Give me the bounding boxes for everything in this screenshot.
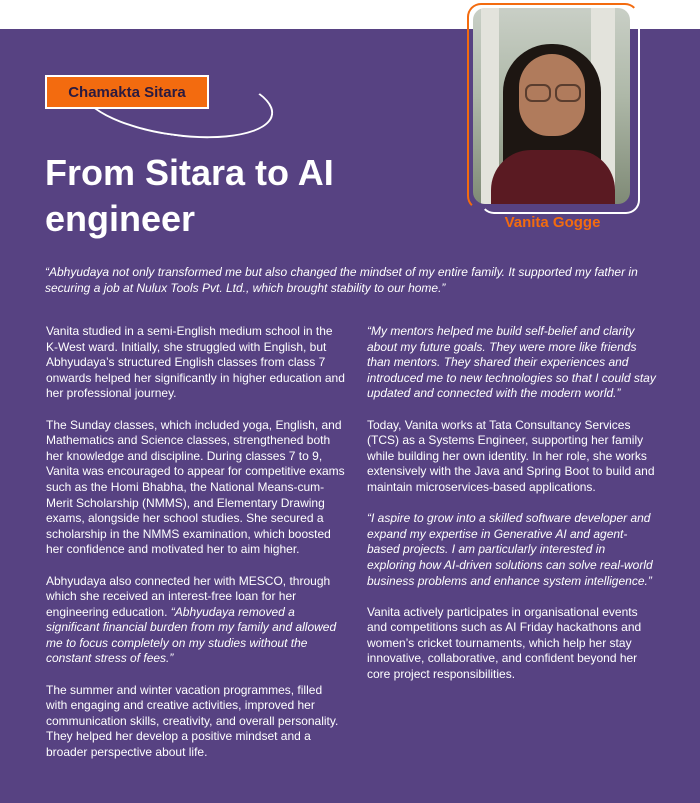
left-paragraph-2: The Sunday classes, which included yoga, English, and Mathematics and Science classes, strengthened both her knowledge and discipline. During classes 7 to 9, Vanita was encouraged to appear for competitive exams such as the Homi Bhabha, the National Means-cum-Merit Scholarship (NMMS), and Elementary Drawing exams, alongside her school studies. She secured a scholarship in the NMMS examination, which boosted her confidence and motivated her to aim higher.: [46, 417, 345, 557]
photo-shirt: [491, 150, 615, 204]
left-paragraph-3: [46, 574, 346, 668]
right-paragraph-1: Today, Vanita works at Tata Consultancy Services (TCS) as a Systems Engineer, supporting her family while building her own identity. In her role, she works extensively with the Java and Spring Boot to build and maintain microservices-based applications.: [367, 417, 655, 494]
left-paragraph-1: Vanita studied in a semi-English medium school in the K-West ward. Initially, she struggled with English, but Abhyudaya’s structured English classes from class 7 onwards helped her significantly in higher education and her professional journey.: [46, 324, 345, 401]
profile-photo: [473, 8, 630, 204]
lead-quote: “Abhyudaya not only transformed me but also changed the mindset of my entire family. It supported my father in securing a job at Nulux Tools Pvt. Ltd., which brought stability to our home.”: [45, 265, 638, 295]
right-quote-1: “My mentors helped me build self-belief and clarity about my future goals. They were more like friends than mentors. They shared their experiences and introduced me to new technologies so that I could stay updated and connected with the modern world.”: [367, 324, 656, 401]
page-title: From Sitara to AI engineer: [45, 152, 334, 239]
section-tag: [45, 75, 209, 109]
left-paragraph-3-text: Abhyudaya also connected her with MESCO, through which she received an interest-free loan for her engineering education.: [46, 573, 331, 619]
right-paragraph-2: Vanita actively participates in organisational events and competitions such as AI Friday hackathons and women’s cricket tournaments, which help her stay innovative, collaborative, and confident beyond her core project responsibilities.: [367, 604, 642, 682]
profile-name: Vanita Gogge: [504, 214, 601, 231]
left-paragraph-4: The summer and winter vacation programmes, filled with engaging and creative activities, improved her communication skills, creativity, and overall personality. They helped her develop a positive mindset and a broader perspective about life.: [46, 682, 339, 760]
left-column: [46, 324, 346, 776]
right-column: [367, 324, 657, 698]
left-paragraph-3-quote: “Abhyudaya removed a significant financial burden from my family and allowed me to focus completely on my studies without the constant stress of fees.”: [46, 604, 337, 666]
photo-glasses-left: [525, 84, 551, 102]
photo-glasses-right: [555, 84, 581, 102]
right-quote-2: “I aspire to grow into a skilled software developer and expand my expertise in Generative AI and agent-based projects. I am particularly interested in exploring how AI-driven solutions can solve real-world business problems and enhance system intelligence.”: [367, 511, 653, 588]
section-tag-label: Chamakta Sitara: [68, 83, 186, 101]
